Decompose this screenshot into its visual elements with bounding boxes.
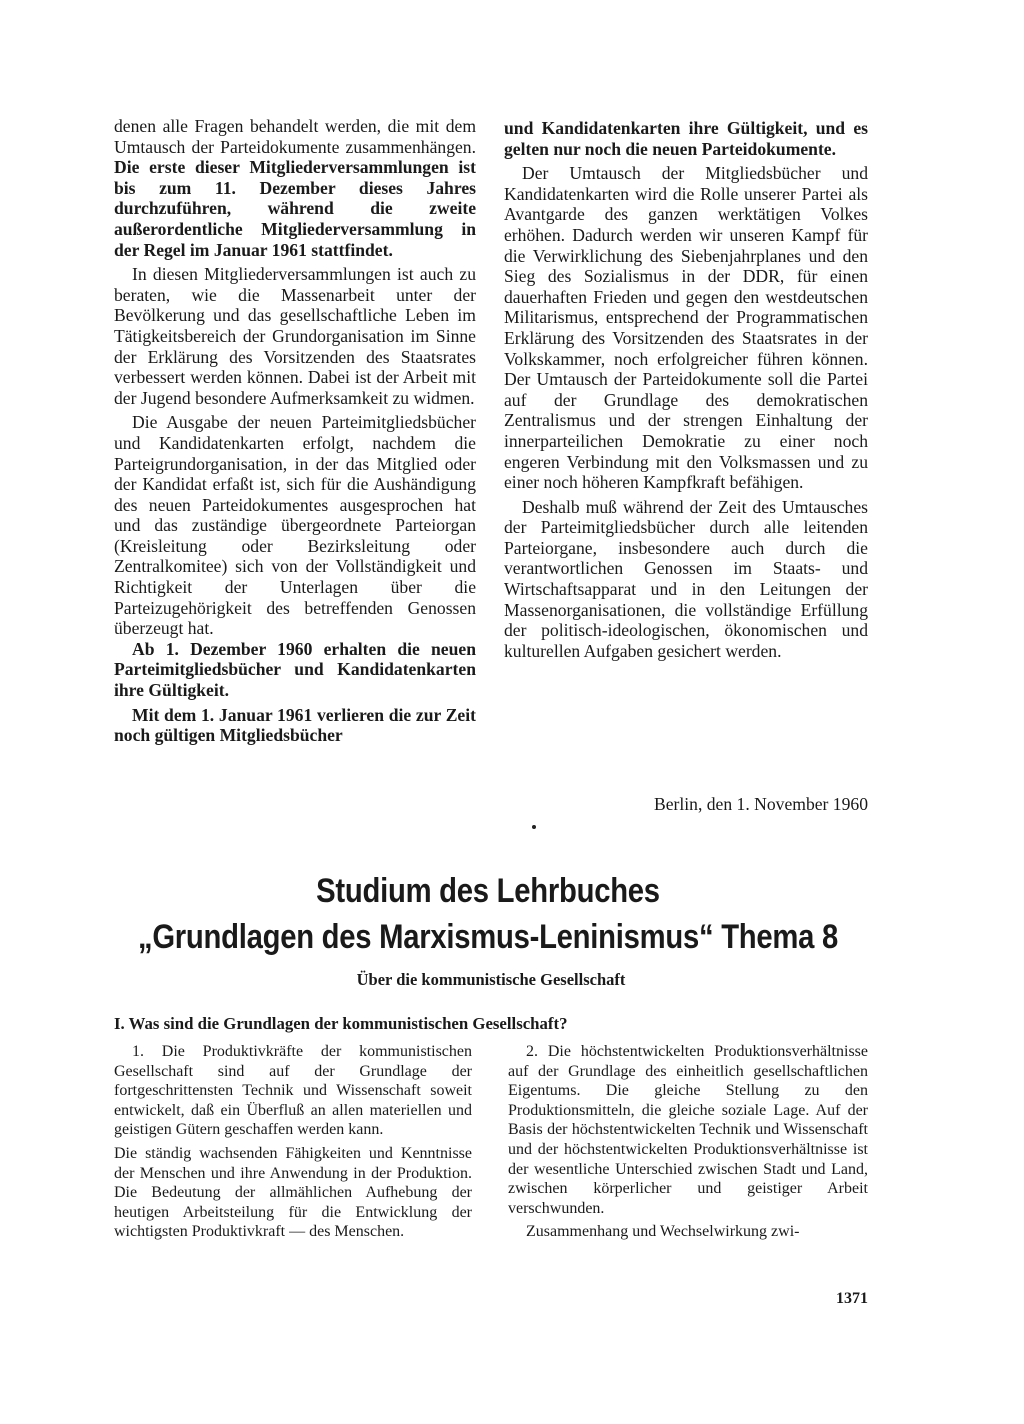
left-paragraph-2: In diesen Mitgliederversammlungen ist auch zu beraten, wie die Massenarbeit unter der Bevölkerung und das gesellschaftliche Leben im Tätigkeitsbereich der Grundorganisation im Sinne der Erklärung des Vorsitzenden des Staatsrates verbessert werden können. Dabei ist der Arbeit mit der Jugend besondere Aufmerksamkeit zu widmen. — [114, 264, 476, 408]
article-subheading: Über die kommunistische Gesellschaft — [356, 970, 626, 989]
right-column — [504, 118, 868, 661]
left-column — [114, 116, 476, 746]
left-paragraph-1-bold: Die erste dieser Mitgliederversammlungen ist bis zum 11. Dezember dieses Jahres durchzuführen, während die zweite außerordentliche Mitgliederversammlung in der Regel im Januar 1961 stattfindet. — [114, 157, 476, 260]
study-left-column — [114, 1042, 472, 1242]
section-title: I. Was sind die Grundlagen der kommunistischen Gesellschaft? — [114, 1014, 568, 1033]
signoff-date: Berlin, den 1. November 1960 — [653, 794, 868, 814]
study-right-paragraph-1: 2. Die höchstentwickelten Produktionsverhältnisse auf der Grundlage des einheitlich gesellschaftlichen Eigentums. Die gleiche Stellung zu den Produktionsmitteln, die gleiche soziale Lage. Auf der Basis der höchstentwickelten Technik und Wissenschaft und der höchstentwickelten Produktionsverhältnisse ist der wesentliche Unterschied zwischen Stadt und Land, zwischen körperlicher und geistiger Arbeit verschwunden. — [508, 1043, 868, 1217]
left-paragraph-1 — [114, 116, 476, 260]
left-paragraph-1-normal: denen alle Fragen behandelt werden, die mit dem Umtausch der Parteidokumente zusammenhängen. — [114, 116, 476, 157]
study-right-paragraph-2: Zusammenhang und Wechselwirkung zwi- — [526, 1223, 800, 1241]
left-paragraph-4: Ab 1. Dezember 1960 erhalten die neuen Parteimitgliedsbücher und Kandidatenkarten ihre Gültigkeit. — [114, 638, 476, 701]
left-paragraph-5: Mit dem 1. Januar 1961 verlieren die zur Zeit noch gültigen Mitgliedsbücher — [114, 704, 476, 746]
study-left-paragraph-2: Die ständig wachsenden Fähigkeiten und Kenntnisse der Menschen und ihre Anwendung in der Produktion. Die Bedeutung der allmählichen Aufhebung der heutigen Arbeitsteilung für die Entwicklung der wichtigsten Produktivkraft — des Menschen. — [114, 1144, 472, 1241]
article-title: Studium des Lehrbuches — [316, 872, 660, 910]
left-paragraph-3: Die Ausgabe der neuen Parteimitgliedsbücher und Kandidatenkarten erfolgt, nachdem die Parteigrundorganisation, in der das Mitglied oder der Kandidat erfaßt ist, sich für die Aushändigung des neuen Parteidokumentes ausgesprochen hat und das zuständige übergeordnete Parteiorgan (Kreisleitung oder Bezirksleitung oder Zentralkomitee) sich von der Vollständigkeit und Richtigkeit der Unterlagen über die Parteizugehörigkeit des betreffenden Genossen überzeugt hat. — [114, 412, 476, 639]
ink-dot — [532, 825, 536, 829]
page-number: 1371 — [836, 1290, 868, 1307]
study-left-paragraph-1: 1. Die Produktivkräfte der kommunistischen Gesellschaft sind auf der Grundlage der fortgeschrittensten Technik und Wissenschaft soweit entwickelt, daß ein Überfluß an allen materiellen und geistigen Gütern geschaffen werden kann. — [114, 1043, 472, 1139]
right-paragraph-1: und Kandidatenkarten ihre Gültigkeit, und es gelten nur noch die neuen Parteidokumente. — [504, 118, 868, 159]
right-paragraph-2: Der Umtausch der Mitgliedsbücher und Kandidatenkarten wird die Rolle unserer Partei als Avantgarde des ganzen werktätigen Volkes erhöhen. Dadurch werden wir unseren Kampf für die Verwirklichung des Siebenjahrplanes und den Sieg des Sozialismus in der DDR, für einen dauerhaften Frieden und gegen den westdeutschen Militarismus, entsprechend der Programmatischen Erklärung des Vorsitzenden des Staatsrates in der Volkskammer, noch erfolgreicher führen können. Der Umtausch der Parteidokumente soll die Partei auf der Grundlage des demokratischen Zentralismus und der strengen Einhaltung der innerparteilichen Demokratie zu einer noch engeren Verbindung mit den Volksmassen und zu einer noch höheren Kampfkraft befähigen. — [504, 163, 868, 493]
article-title-line-2: „Grundlagen des Marxismus-Leninismus“ Thema 8 — [137, 918, 839, 956]
right-paragraph-3: Deshalb muß während der Zeit des Umtausches der Parteimitgliedsbücher durch alle leitenden Parteiorgane, insbesondere auch durch die verantwortlichen Genossen im Staats- und Wirtschaftsapparat und in den Leitungen der Massenorganisationen, die vollständige Erfüllung der politisch-ideologischen, ökonomischen und kulturellen Aufgaben gesichert werden. — [504, 496, 868, 661]
study-right-column — [508, 1042, 868, 1242]
